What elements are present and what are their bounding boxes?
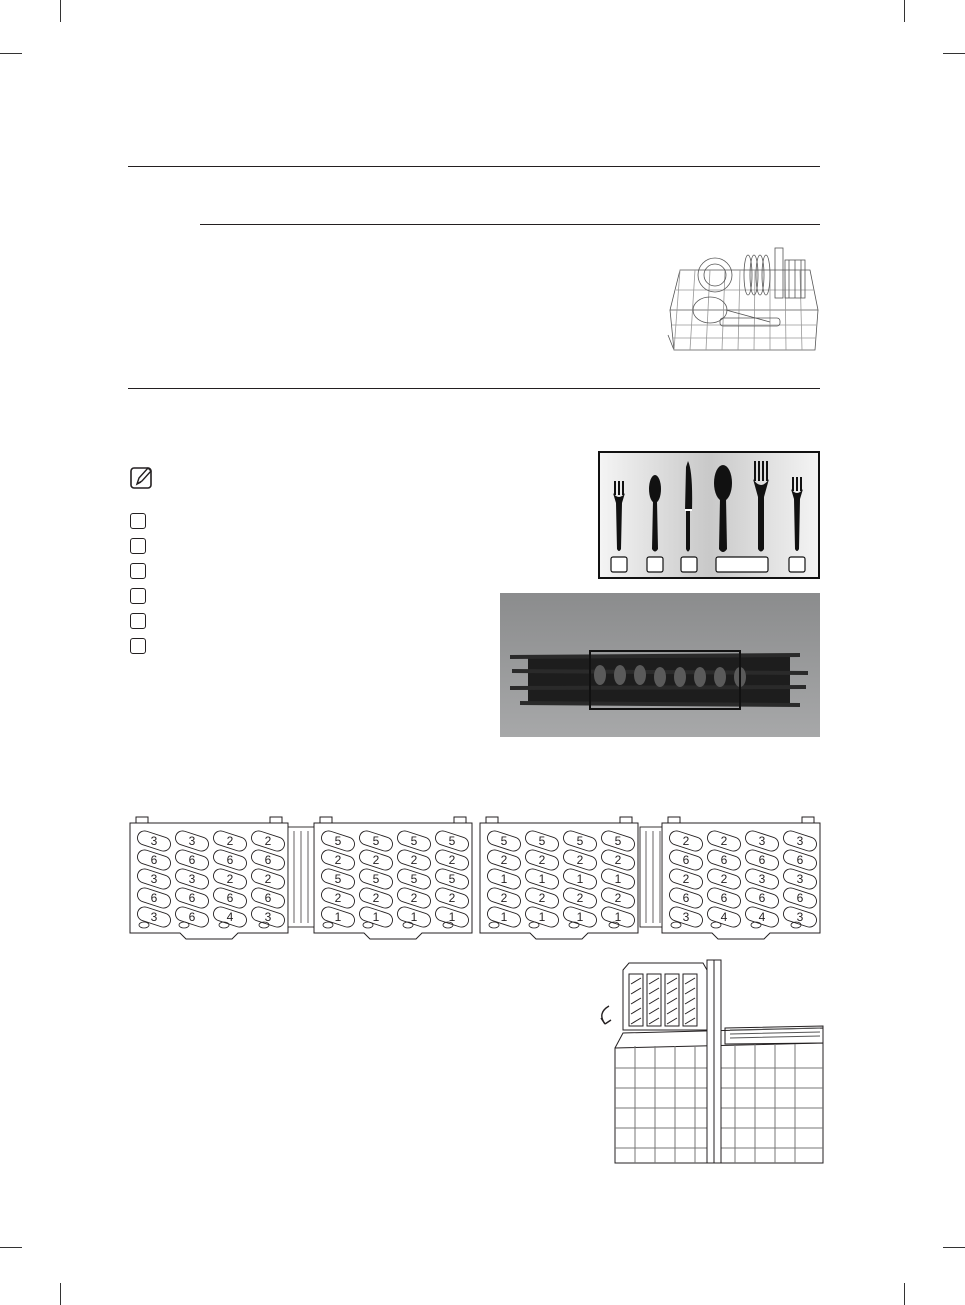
cutlery-type-panel bbox=[598, 451, 820, 579]
list-item-marker-6 bbox=[130, 638, 146, 654]
tray-slot-number: 2 bbox=[614, 891, 622, 905]
tray-slot-number: 5 bbox=[448, 834, 456, 848]
tray-slot-number: 1 bbox=[334, 910, 342, 924]
cutlery-legend bbox=[600, 453, 818, 577]
tray-slot-number: 1 bbox=[614, 872, 622, 886]
list-item-marker-1 bbox=[130, 513, 146, 529]
tray-slot-number: 6 bbox=[758, 853, 766, 867]
tray-slot-number: 3 bbox=[796, 872, 804, 886]
tray-slot-number: 1 bbox=[372, 910, 380, 924]
tray-slot-number: 5 bbox=[410, 834, 418, 848]
tray-slot-number: 3 bbox=[150, 872, 158, 886]
tray-slot-number: 6 bbox=[188, 910, 196, 924]
tray-slot-number: 2 bbox=[334, 891, 342, 905]
tray-slot-number: 2 bbox=[720, 872, 728, 886]
tray-hinge bbox=[288, 827, 314, 927]
tray-slot-number: 6 bbox=[796, 891, 804, 905]
tray-slot-number: 1 bbox=[538, 910, 546, 924]
crop-mark bbox=[0, 53, 22, 54]
tray-slot-number: 2 bbox=[372, 853, 380, 867]
tray-section-3 bbox=[480, 817, 638, 939]
label-box-3 bbox=[681, 557, 697, 572]
tray-slot-number: 4 bbox=[758, 910, 766, 924]
tray-slot-number: 2 bbox=[682, 834, 690, 848]
crop-mark bbox=[943, 53, 965, 54]
list-item-marker-5 bbox=[130, 613, 146, 629]
tray-slot-number: 3 bbox=[188, 872, 196, 886]
tray-slot-number: 1 bbox=[576, 910, 584, 924]
tray-slot-number: 4 bbox=[226, 910, 234, 924]
tray-slot-number: 5 bbox=[500, 834, 508, 848]
tray-section-4 bbox=[662, 817, 820, 939]
tray-slot-number: 2 bbox=[576, 891, 584, 905]
tray-slot-number: 1 bbox=[614, 910, 622, 924]
crop-mark bbox=[943, 1247, 965, 1248]
tray-slot-number: 2 bbox=[500, 853, 508, 867]
cutlery-tray-layout bbox=[128, 813, 822, 943]
tray-slot-number: 2 bbox=[682, 872, 690, 886]
tray-slot-number: 4 bbox=[720, 910, 728, 924]
tray-slot-number: 2 bbox=[226, 872, 234, 886]
tray-slot-number: 2 bbox=[720, 834, 728, 848]
label-box-1 bbox=[611, 557, 627, 572]
tray-slot-number: 1 bbox=[538, 872, 546, 886]
tray-slot-number: 5 bbox=[334, 834, 342, 848]
tray-slot-number: 2 bbox=[448, 853, 456, 867]
tray-slot-number: 6 bbox=[720, 853, 728, 867]
tray-slot-number: 6 bbox=[226, 891, 234, 905]
tray-slot-number: 3 bbox=[150, 910, 158, 924]
tray-section-2 bbox=[314, 817, 472, 939]
tray-slot-number: 6 bbox=[796, 853, 804, 867]
cutlery-basket-illustration bbox=[595, 958, 825, 1168]
tray-slot-number: 6 bbox=[758, 891, 766, 905]
tray-slot-number: 5 bbox=[448, 872, 456, 886]
tray-slot-number: 6 bbox=[188, 853, 196, 867]
tray-slot-number: 6 bbox=[720, 891, 728, 905]
tray-slot-number: 5 bbox=[334, 872, 342, 886]
note-pencil-icon bbox=[129, 465, 155, 491]
label-box-6 bbox=[789, 557, 805, 572]
loaded-cutlery-tray-photo bbox=[500, 593, 820, 737]
tray-slot-number: 2 bbox=[576, 853, 584, 867]
crop-mark bbox=[60, 0, 61, 22]
crop-mark bbox=[60, 1283, 61, 1305]
tray-slot-number: 2 bbox=[614, 853, 622, 867]
tray-slot-number: 2 bbox=[410, 853, 418, 867]
tray-slot-number: 2 bbox=[226, 834, 234, 848]
tray-slot-number: 3 bbox=[796, 834, 804, 848]
crop-mark bbox=[904, 1283, 905, 1305]
tray-slot-number: 5 bbox=[538, 834, 546, 848]
label-box-2 bbox=[647, 557, 663, 572]
section-divider-middle bbox=[128, 388, 820, 389]
crop-mark bbox=[0, 1247, 22, 1248]
tray-slot-number: 5 bbox=[614, 834, 622, 848]
list-item-marker-2 bbox=[130, 538, 146, 554]
label-box-4-5 bbox=[716, 557, 768, 572]
tray-slot-number: 2 bbox=[264, 834, 272, 848]
tray-slot-number: 5 bbox=[372, 834, 380, 848]
tray-slot-number: 6 bbox=[226, 853, 234, 867]
tray-slot-number: 6 bbox=[264, 853, 272, 867]
tray-slot-number: 3 bbox=[758, 834, 766, 848]
tray-slot-number: 3 bbox=[150, 834, 158, 848]
tray-slot-number: 3 bbox=[264, 910, 272, 924]
tray-section-1 bbox=[130, 817, 288, 939]
section-divider-top bbox=[128, 166, 820, 167]
tray-slot-number: 6 bbox=[188, 891, 196, 905]
tray-slot-number: 5 bbox=[576, 834, 584, 848]
tray-slot-number: 6 bbox=[150, 853, 158, 867]
tray-slot-number: 3 bbox=[796, 910, 804, 924]
tray-slot-number: 2 bbox=[264, 872, 272, 886]
tray-slot-number: 6 bbox=[264, 891, 272, 905]
tray-slot-number: 1 bbox=[576, 872, 584, 886]
tray-slot-number: 3 bbox=[188, 834, 196, 848]
tray-slot-number: 6 bbox=[682, 891, 690, 905]
tray-slot-number: 2 bbox=[448, 891, 456, 905]
tray-slot-number: 1 bbox=[410, 910, 418, 924]
list-item-marker-3 bbox=[130, 563, 146, 579]
tray-slot-number: 3 bbox=[682, 910, 690, 924]
tray-slot-number: 1 bbox=[500, 910, 508, 924]
list-item-marker-4 bbox=[130, 588, 146, 604]
subsection-divider bbox=[200, 224, 820, 225]
tray-slot-number: 5 bbox=[372, 872, 380, 886]
tray-slot-number: 1 bbox=[448, 910, 456, 924]
tray-slot-number: 5 bbox=[410, 872, 418, 886]
crop-mark bbox=[904, 0, 905, 22]
tray-slot-number: 3 bbox=[758, 872, 766, 886]
tray-slot-number: 6 bbox=[150, 891, 158, 905]
tray-slot-number: 2 bbox=[538, 853, 546, 867]
tray-slot-number: 2 bbox=[334, 853, 342, 867]
tray-slot-number: 2 bbox=[538, 891, 546, 905]
upper-rack-illustration bbox=[660, 240, 820, 360]
tray-slot-number: 2 bbox=[500, 891, 508, 905]
tray-slot-number: 1 bbox=[500, 872, 508, 886]
tray-slot-number: 2 bbox=[410, 891, 418, 905]
tray-slot-number: 2 bbox=[372, 891, 380, 905]
tray-slot-number: 6 bbox=[682, 853, 690, 867]
tray-hinge bbox=[640, 827, 662, 927]
